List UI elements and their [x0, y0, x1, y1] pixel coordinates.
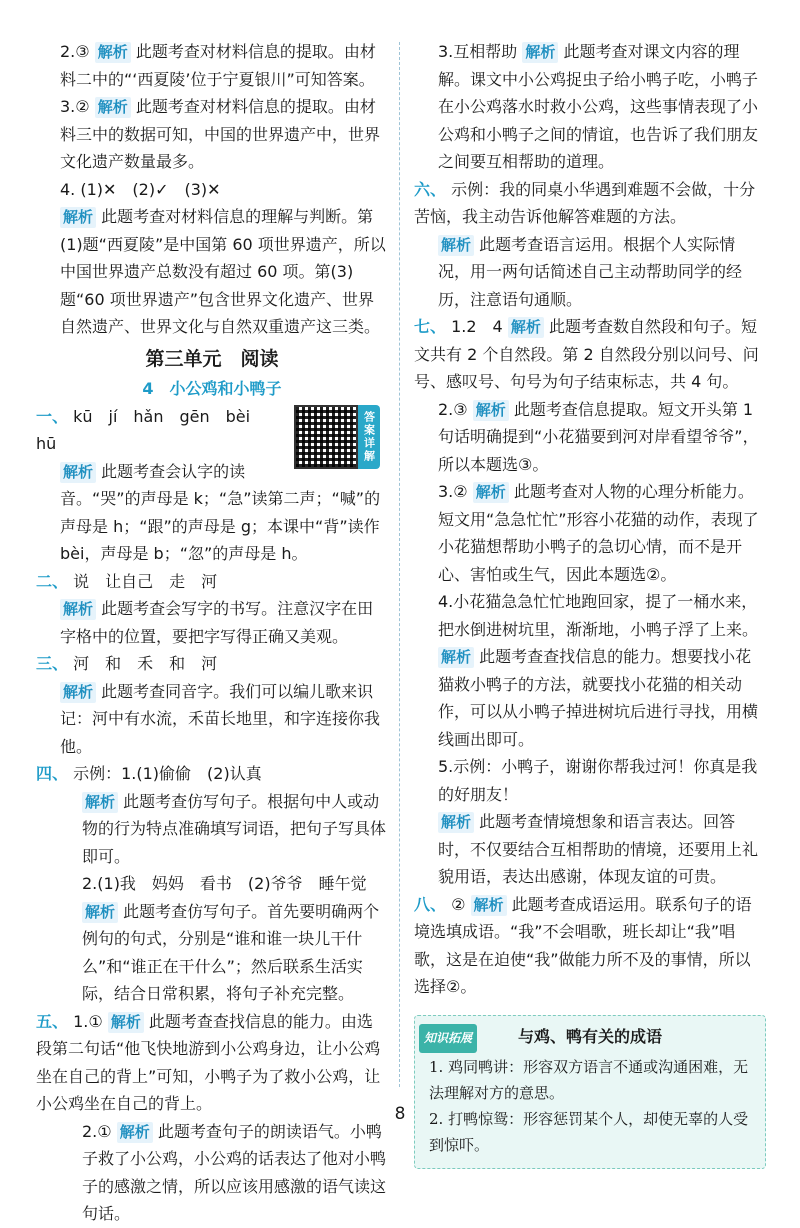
question-number: 3.② — [60, 97, 90, 116]
analysis-tag: 解析 — [60, 682, 96, 703]
analysis-block — [36, 678, 388, 761]
unit-title: 第三单元 阅读 — [145, 347, 279, 370]
question-number: 2.① — [82, 1121, 112, 1141]
analysis-text: 此题考查会写字的书写。注意汉字在田字格中的位置，要把字写得正确又美观。 — [60, 599, 374, 646]
analysis-tag: 解析 — [60, 462, 96, 483]
answer-text: 5.示例：小鸭子，谢谢你帮我过河！你真是我的好朋友！ — [438, 757, 758, 804]
analysis-tag: 解析 — [473, 400, 509, 421]
answer-block — [36, 176, 388, 204]
answer-block — [36, 870, 388, 898]
answer-text: kū jí hǎn gēn bèi hū — [36, 406, 267, 453]
question-number: 3. — [438, 42, 454, 61]
analysis-text: 此题考查会认字的读音。“哭”的声母是 k；“急”读第二声；“喊”的声母是 h；“跟”的声母是 g；本课中“背”读作 bèi，声母是 b；“忽”的声母是 h。 — [60, 461, 381, 563]
analysis-block — [36, 898, 388, 1008]
analysis-tag: 解析 — [438, 235, 474, 256]
right-column — [414, 38, 766, 1169]
page-number: 8 — [394, 1104, 406, 1124]
answer-text: (1)✕ (2)✓ (3)✕ — [80, 179, 221, 199]
analysis-text: 此题考查对材料信息的提取。由材料二中的“‘西夏陵’位于宁夏银川”可知答案。 — [60, 42, 376, 89]
knowledge-item: 1. 鸡同鸭讲：形容双方语言不通或沟通困难，无法理解对方的意思。 — [429, 1057, 749, 1102]
section-label: 一、 — [36, 406, 69, 426]
analysis-text: 此题考查对人物的心理分析能力。短文用“急急忙忙”形容小花猫的动作，表现了小花猫想帮助小鸭子的急切心情，而不是开心、害怕或生气，因此本题选②。 — [438, 482, 759, 584]
analysis-block — [36, 595, 388, 650]
analysis-text: 此题考查查找信息的能力。想要找小花猫救小鸭子的方法，就要找小花猫的相关动作，可以从小鸭子掉进树坑后进行寻找，用横线画出即可。 — [438, 647, 759, 749]
analysis-tag: 解析 — [438, 812, 474, 833]
analysis-tag: 解析 — [82, 792, 118, 813]
analysis-block — [36, 458, 388, 568]
section-label: 四、 — [36, 764, 69, 783]
qr-label: 答案详解 — [358, 405, 380, 469]
analysis-tag: 解析 — [473, 482, 509, 503]
answer-block — [414, 38, 766, 176]
section-label: 六、 — [414, 179, 447, 199]
analysis-text: 此题考查仿写句子。首先要明确两个例句的句式，分别是“谁和谁一块儿干什么”和“谁正在干什么”；然后联系生活实际，结合日常积累，将句子补充完整。 — [82, 901, 380, 1003]
analysis-tag: 解析 — [508, 317, 544, 338]
knowledge-badge: 知识拓展 — [419, 1024, 477, 1054]
analysis-tag: 解析 — [82, 902, 118, 923]
knowledge-item: 2. 打鸭惊鸳：形容惩罚某个人，却使无辜的人受到惊吓。 — [429, 1109, 749, 1154]
analysis-text: 此题考查成语运用。联系句子的语境选填成语。“我”不会唱歌，班长却让“我”唱歌，这是在迫使“我”做能力所不及的事情，所以选择②。 — [414, 894, 752, 996]
question-number: 4. — [60, 179, 76, 199]
answer-text: 河 和 禾 和 河 — [73, 654, 218, 673]
question-number: 3.② — [438, 482, 468, 501]
answer-text: ② — [451, 894, 466, 914]
section-label: 七、 — [414, 317, 447, 336]
question-number: 2.③ — [438, 399, 468, 419]
analysis-tag: 解析 — [471, 895, 507, 916]
section-label: 八、 — [414, 894, 447, 914]
column-divider — [399, 42, 400, 1087]
analysis-tag: 解析 — [108, 1012, 144, 1033]
analysis-text: 此题考查语言运用。根据个人实际情况，用一两句话简述自己主动帮助同学的经历，注意语句通顺。 — [438, 234, 743, 309]
question-number: 1.2 4 — [451, 317, 503, 336]
analysis-tag: 解析 — [95, 97, 131, 118]
answer-text: 互相帮助 — [453, 42, 518, 61]
section-label: 二、 — [36, 571, 69, 591]
left-column — [36, 38, 388, 1228]
answer-block — [414, 753, 766, 808]
answer-block — [414, 588, 766, 643]
answer-text: 示例：我的同桌小华遇到难题不会做，十分苦恼，我主动告诉他解答难题的方法。 — [414, 179, 756, 226]
analysis-block — [414, 808, 766, 891]
answer-text: 2.(1)我 妈妈 看书 (2)爷爷 睡午觉 — [82, 874, 367, 893]
analysis-tag: 解析 — [117, 1122, 153, 1143]
analysis-block — [414, 231, 766, 314]
answer-text: 说 让自己 走 河 — [73, 571, 218, 591]
question-number: 2.③ — [60, 42, 90, 61]
analysis-text: 此题考查情境想象和语言表达。回答时，不仅要结合互相帮助的情境，还要用上礼貌用语，表达出感谢，体现友谊的可贵。 — [438, 812, 759, 886]
analysis-text: 此题考查句子的朗读语气。小鸭子救了小公鸡，小公鸡的话表达了他对小鸭子的感激之情，所以应该用感激的语气读这句话。 — [82, 1121, 387, 1223]
section-label: 五、 — [36, 1011, 69, 1031]
analysis-text: 此题考查对材料信息的理解与判断。第(1)题“西夏陵”是中国第 60 项世界遗产，所以中国世界遗产总数没有超过 60 项。第(3)题“60 项世界遗产”包含世界文化遗产、世界自然遗产、世界文化与自然双重遗产这三类。 — [60, 207, 386, 336]
lesson-title: 4 小公鸡和小鸭子 — [142, 378, 282, 398]
section-three — [36, 650, 388, 678]
answer-block — [414, 478, 766, 588]
section-four — [36, 760, 388, 788]
qr-code-block[interactable] — [294, 405, 388, 471]
analysis-text: 此题考查数自然段和句子。短文共有 2 个自然段。第 2 自然段分别以问号、问号、感叹号、句号为句子结束标志，共 4 句。 — [414, 317, 759, 391]
analysis-tag: 解析 — [60, 207, 96, 228]
section-eight — [414, 891, 766, 1001]
section-six — [414, 176, 766, 231]
analysis-block — [36, 788, 388, 871]
analysis-text: 此题考查仿写句子。根据句中人或动物的行为特点准确填写词语，把句子写具体即可。 — [82, 791, 387, 866]
analysis-tag: 解析 — [438, 647, 474, 668]
analysis-tag: 解析 — [522, 42, 558, 63]
section-seven — [414, 313, 766, 396]
section-label: 三、 — [36, 654, 69, 673]
answer-block — [414, 396, 766, 479]
answer-text: 示例：1.(1)偷偷 (2)认真 — [73, 764, 262, 783]
analysis-text: 此题考查信息提取。短文开头第 1 句话明确提到“小花猫要到河对岸看望爷爷”，所以本题选③。 — [438, 399, 759, 474]
analysis-text: 此题考查对课文内容的理解。课文中小公鸡捉虫子给小鸭子吃，小鸭子在小公鸡落水时救小公鸡，这些事情表现了小公鸡和小鸭子之间的情谊，也告诉了我们朋友之间要互相帮助的道理。 — [438, 42, 759, 171]
answer-block — [36, 38, 388, 93]
question-number: 1.① — [73, 1011, 103, 1031]
answer-text: 4.小花猫急急忙忙地跑回家，提了一桶水来，把水倒进树坑里，渐渐地，小鸭子浮了上来。 — [438, 592, 759, 639]
knowledge-box — [414, 1015, 766, 1169]
analysis-text: 此题考查同音字。我们可以编儿歌来识记：河中有水流，禾苗长地里，和字连接你我他。 — [60, 681, 381, 756]
section-five — [36, 1008, 388, 1118]
analysis-tag: 解析 — [95, 42, 131, 63]
qr-code-icon[interactable] — [294, 405, 358, 469]
knowledge-title: 与鸡、鸭有关的成语 — [517, 1026, 662, 1046]
analysis-block — [36, 203, 388, 341]
analysis-text: 此题考查对材料信息的提取。由材料三中的数据可知，中国的世界遗产中，世界文化遗产数量最多。 — [60, 97, 381, 171]
analysis-text: 此题考查查找信息的能力。由选段第二句话“他飞快地游到小公鸡身边，让小公鸡坐在自己的背上”可知，小鸭子为了救小公鸡，让小公鸡坐在自己的背上。 — [36, 1011, 381, 1113]
analysis-tag: 解析 — [60, 599, 96, 620]
section-two — [36, 568, 388, 596]
answer-block — [36, 93, 388, 176]
analysis-block — [414, 643, 766, 753]
answer-block — [36, 1118, 388, 1228]
